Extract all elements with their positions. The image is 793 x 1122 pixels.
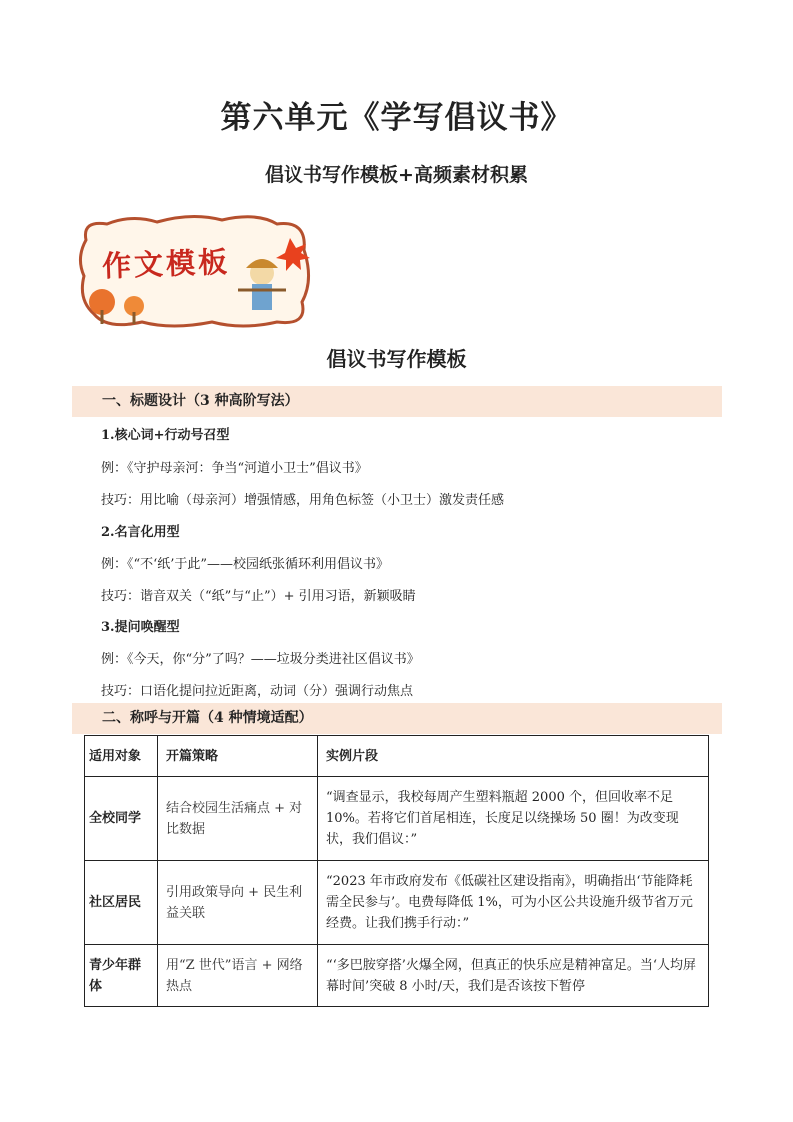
table-row xyxy=(85,945,709,1007)
page-subtitle: 倡议书写作模板+高频素材积累 xyxy=(265,164,528,186)
title-type: 1.核心词+行动号召型 xyxy=(101,428,230,443)
strategy-cell: 结合校园生活痛点 + 对比数据 xyxy=(158,777,318,861)
audience-cell: 社区居民 xyxy=(85,861,158,945)
title-tip: 技巧：谐音双关（“纸”与“止”）+ 引用习语，新颖吸睛 xyxy=(101,589,416,604)
title-example: 例：《守护母亲河：争当“河道小卫士”倡议书》 xyxy=(101,461,368,476)
example-cell: “2023 年市政府发布《低碳社区建设指南》，明确指出‘节能降耗需全民参与’。电费每降低 1%，可为小区公共设施升级节省万元经费。让我们携手行动：” xyxy=(318,861,709,945)
banner-label: 作文模板 xyxy=(101,244,231,284)
title-example: 例：《今天，你“分”了吗？——垃圾分类进社区倡议书》 xyxy=(101,652,420,667)
table-header-row xyxy=(85,736,709,777)
part2-heading: 二、称呼与开篇（4 种情境适配） xyxy=(72,703,722,734)
greeting-table xyxy=(84,735,709,1007)
title-type: 3.提问唤醒型 xyxy=(101,620,180,635)
title-example: 例：《“不‘纸’于此”——校园纸张循环利用倡议书》 xyxy=(101,557,390,572)
section-title: 倡议书写作模板 xyxy=(326,347,467,371)
title-tip: 技巧：口语化提问拉近距离，动词（分）强调行动焦点 xyxy=(101,684,414,699)
column-header: 开篇策略 xyxy=(158,736,318,777)
example-cell: “‘多巴胺穿搭’火爆全网，但真正的快乐应是精神富足。当‘人均屏幕时间’突破 8 小时/天，我们是否该按下暂停 xyxy=(318,945,709,1007)
example-cell: “调查显示，我校每周产生塑料瓶超 2000 个，但回收率不足 10%。若将它们首尾相连，长度足以绕操场 50 圈！为改变现状，我们倡议：” xyxy=(318,777,709,861)
table-row xyxy=(85,777,709,861)
title-type: 2.名言化用型 xyxy=(101,525,180,540)
column-header: 适用对象 xyxy=(85,736,158,777)
audience-cell: 青少年群体 xyxy=(85,945,158,1007)
audience-cell: 全校同学 xyxy=(85,777,158,861)
column-header: 实例片段 xyxy=(318,736,709,777)
part1-heading: 一、标题设计（3 种高阶写法） xyxy=(72,386,722,417)
title-tip: 技巧：用比喻（母亲河）增强情感，用角色标签（小卫士）激发责任感 xyxy=(101,493,505,508)
strategy-cell: 用“Z 世代”语言 + 网络热点 xyxy=(158,945,318,1007)
page-title: 第六单元《学写倡议书》 xyxy=(220,100,573,136)
strategy-cell: 引用政策导向 + 民生利益关联 xyxy=(158,861,318,945)
table-row xyxy=(85,861,709,945)
template-banner xyxy=(72,210,322,332)
